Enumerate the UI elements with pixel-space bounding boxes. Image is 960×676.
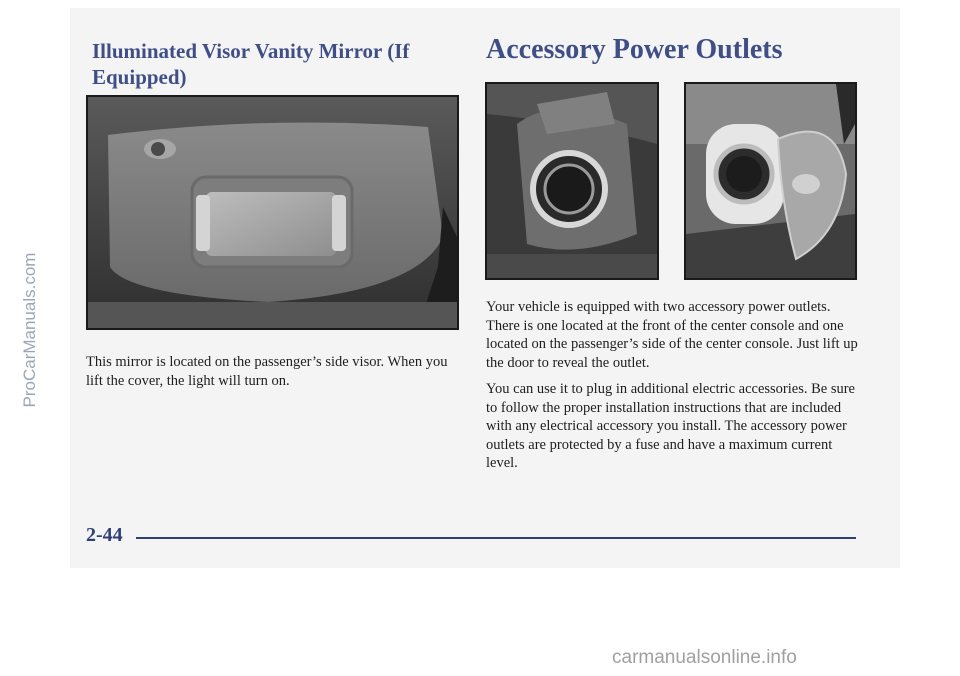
bottom-watermark: carmanualsonline.info xyxy=(612,647,797,668)
outlets-paragraph-1: Your vehicle is equipped with two accessory power outlets. There is one located at the front of the center console and one located on the passenger’s side of the center console. Just lift up the door to reveal the outlet. xyxy=(486,299,858,371)
side-watermark-text: ProCarManuals.com xyxy=(20,252,39,408)
power-outlets-description xyxy=(486,298,866,481)
visor-mirror-photo xyxy=(86,95,459,330)
side-watermark xyxy=(0,170,40,470)
side-outlet-photo xyxy=(684,82,857,280)
visor-mirror-description xyxy=(86,353,466,391)
footer-divider xyxy=(136,537,856,539)
visor-mirror-body: This mirror is located on the passenger’s side visor. When you lift the cover, the light will turn on. xyxy=(86,354,448,389)
power-outlets-heading: Accessory Power Outlets xyxy=(486,34,783,65)
front-outlet-photo xyxy=(485,82,659,280)
visor-mirror-heading: Illuminated Visor Vanity Mirror (If Equipped) xyxy=(92,39,410,89)
page-number: 2-44 xyxy=(86,524,123,546)
outlets-paragraph-2: You can use it to plug in additional electric accessories. Be sure to follow the proper installation instructions that are included with any electrical accessory you install. The accessory power outlets are protected by a fuse and have a maximum current level. xyxy=(486,381,855,471)
